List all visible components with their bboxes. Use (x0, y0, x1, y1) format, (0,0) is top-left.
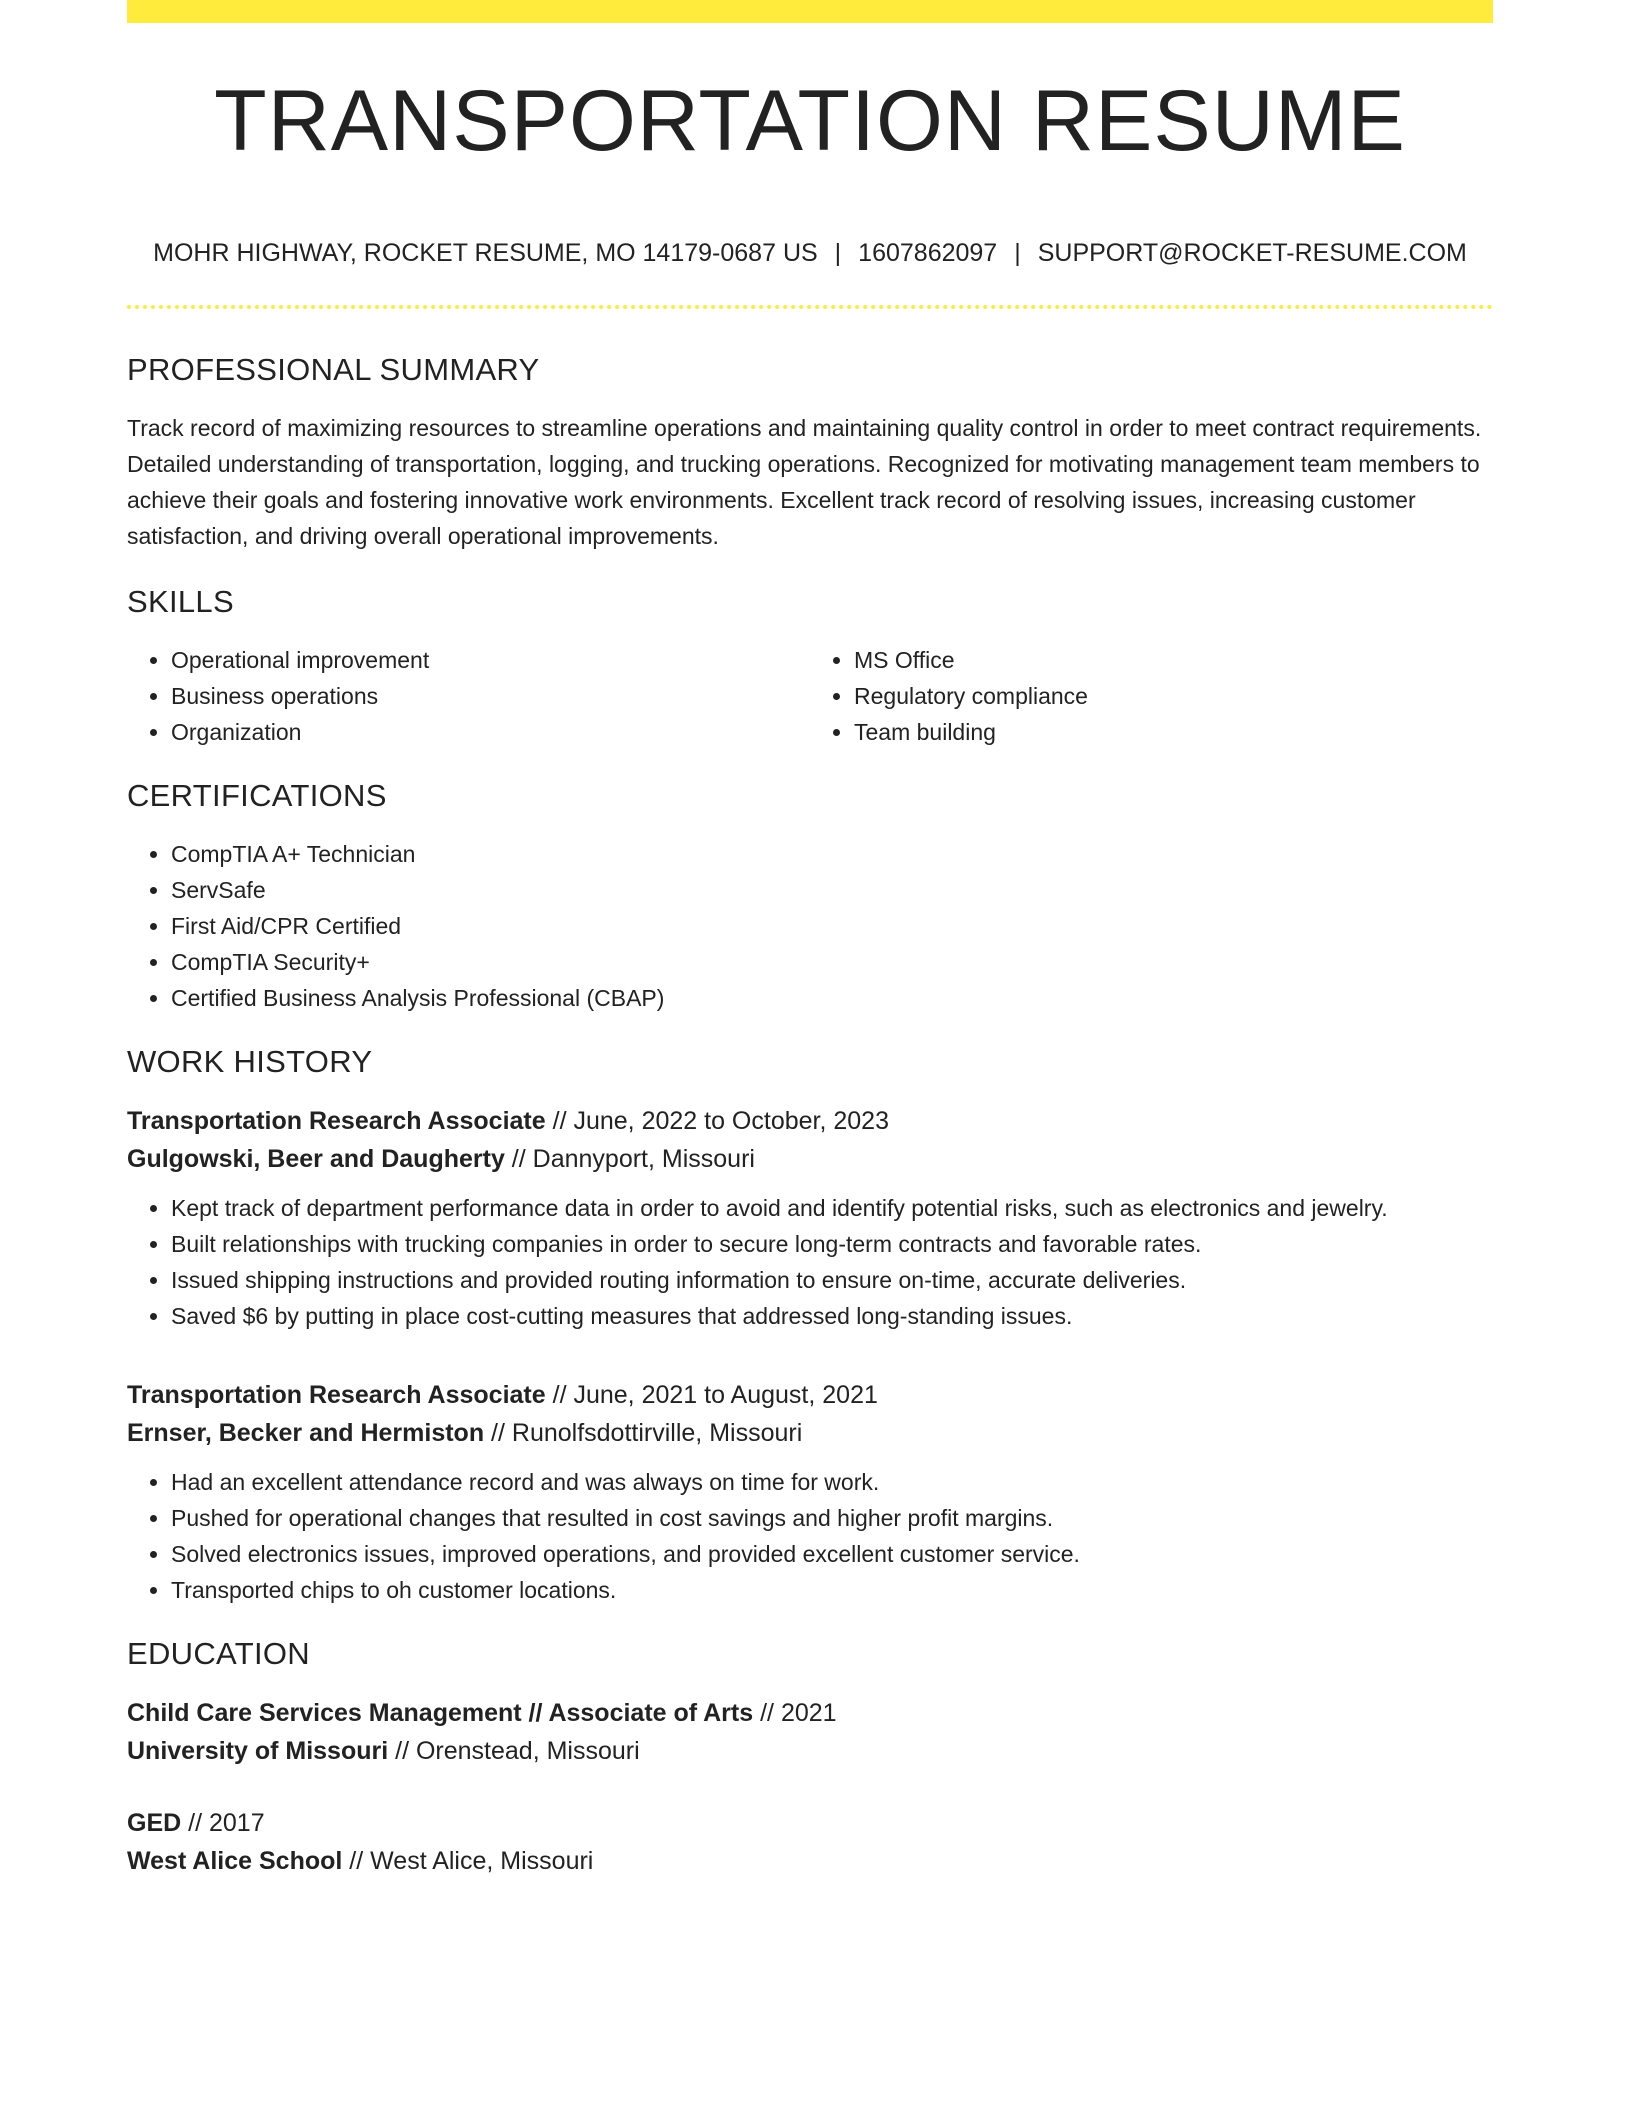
certification-item: • ServSafe (171, 872, 1493, 908)
resume-title: TRANSPORTATION RESUME (214, 73, 1406, 169)
certifications-list (127, 836, 1493, 1016)
job-bullets (127, 1190, 1493, 1334)
top-accent-bar (127, 0, 1493, 23)
certification-item: • CompTIA A+ Technician (171, 836, 1493, 872)
skill-item: • Operational improvement (171, 642, 810, 678)
job-company: Gulgowski, Beer and Daugherty (127, 1145, 505, 1173)
contact-phone: 1607862097 (858, 239, 998, 267)
job-bullet: • Issued shipping instructions and provided routing information to ensure on-time, accurate deliveries. (171, 1262, 1493, 1298)
contact-line (127, 236, 1493, 270)
job-dates: June, 2021 to August, 2021 (573, 1381, 878, 1409)
contact-separator: | (1014, 239, 1021, 267)
header-divider (127, 305, 1493, 309)
job-entry (127, 1376, 1493, 1608)
skills-section (127, 582, 1493, 750)
contact-address: MOHR HIGHWAY, ROCKET RESUME, MO 14179-0687 US (153, 239, 818, 267)
work-history-section (127, 1042, 1493, 1608)
education-location: West Alice, Missouri (370, 1847, 594, 1875)
education-location: Orenstead, Missouri (415, 1737, 640, 1765)
job-bullet: • Saved $6 by putting in place cost-cutting measures that addressed long-standing issues. (171, 1298, 1493, 1334)
education-section (127, 1634, 1493, 1880)
divider: // (545, 1107, 574, 1135)
skill-item: • Team building (854, 714, 1493, 750)
skill-item: • MS Office (854, 642, 1493, 678)
education-school-line (127, 1842, 1493, 1880)
certifications-section (127, 776, 1493, 1016)
certification-item: • First Aid/CPR Certified (171, 908, 1493, 944)
education-school-line (127, 1732, 1493, 1770)
job-bullet: • Solved electronics issues, improved operations, and provided excellent customer service. (171, 1536, 1493, 1572)
skills-column-right (810, 642, 1493, 750)
resume-body (127, 350, 1493, 1880)
job-bullet: • Had an excellent attendance record and was always on time for work. (171, 1464, 1493, 1500)
job-bullet: • Built relationships with trucking companies in order to secure long-term contracts and favorable rates. (171, 1226, 1493, 1262)
job-location: Dannyport, Missouri (532, 1145, 755, 1173)
education-school: West Alice School (127, 1847, 343, 1875)
job-location: Runolfsdottirville, Missouri (511, 1419, 803, 1447)
summary-text: Track record of maximizing resources to streamline operations and maintaining quality control in order to meet contract requirements. Detailed understanding of transportation, logging, and trucking operations. Recognized for motivating management team members to achieve their goals and fostering innovative work environments. Excellent track record of resolving issues, increasing customer satisfaction, and driving overall operational improvements. (127, 415, 1482, 549)
job-company-line (127, 1140, 1493, 1178)
education-degree-line (127, 1694, 1493, 1732)
section-heading: EDUCATION (127, 1636, 310, 1671)
education-year: 2017 (208, 1809, 265, 1837)
skill-item: • Business operations (171, 678, 810, 714)
job-title: Transportation Research Associate (127, 1381, 546, 1409)
divider: // (484, 1419, 512, 1447)
skills-column-left (127, 642, 810, 750)
education-entry (127, 1804, 1493, 1880)
summary-section (127, 350, 1493, 554)
job-company: Ernser, Becker and Hermiston (127, 1419, 485, 1447)
education-entry (127, 1694, 1493, 1770)
section-heading: WORK HISTORY (127, 1044, 373, 1079)
contact-email: SUPPORT@ROCKET-RESUME.COM (1037, 239, 1467, 267)
job-bullet: • Transported chips to oh customer locations. (171, 1572, 1493, 1608)
job-title: Transportation Research Associate (127, 1107, 546, 1135)
divider: // (181, 1809, 209, 1837)
job-company-line (127, 1414, 1493, 1452)
section-heading: CERTIFICATIONS (127, 778, 387, 813)
job-bullet: • Kept track of department performance data in order to avoid and identify potential risks, such as electronics and jewelry. (171, 1190, 1493, 1226)
education-degree-line (127, 1804, 1493, 1842)
skill-item: • Organization (171, 714, 810, 750)
section-heading: PROFESSIONAL SUMMARY (127, 352, 540, 387)
divider: // (342, 1847, 371, 1875)
divider: // (388, 1737, 416, 1765)
job-dates: June, 2022 to October, 2023 (573, 1107, 889, 1135)
section-heading: SKILLS (127, 584, 234, 619)
education-degree: Child Care Services Management // Associate of Arts (127, 1699, 754, 1727)
education-school: University of Missouri (127, 1737, 389, 1765)
divider: // (504, 1145, 533, 1173)
skill-item: • Regulatory compliance (854, 678, 1493, 714)
certification-item: • Certified Business Analysis Professional (CBAP) (171, 980, 1493, 1016)
job-bullets (127, 1464, 1493, 1608)
education-year: 2021 (780, 1699, 837, 1727)
certification-item: • CompTIA Security+ (171, 944, 1493, 980)
education-degree: GED (127, 1809, 182, 1837)
skills-columns (127, 642, 1493, 750)
job-bullet: • Pushed for operational changes that resulted in cost savings and higher profit margins. (171, 1500, 1493, 1536)
divider: // (545, 1381, 574, 1409)
divider: // (753, 1699, 781, 1727)
job-title-line (127, 1376, 1493, 1414)
job-title-line (127, 1102, 1493, 1140)
contact-separator: | (834, 239, 842, 267)
job-entry (127, 1102, 1493, 1334)
